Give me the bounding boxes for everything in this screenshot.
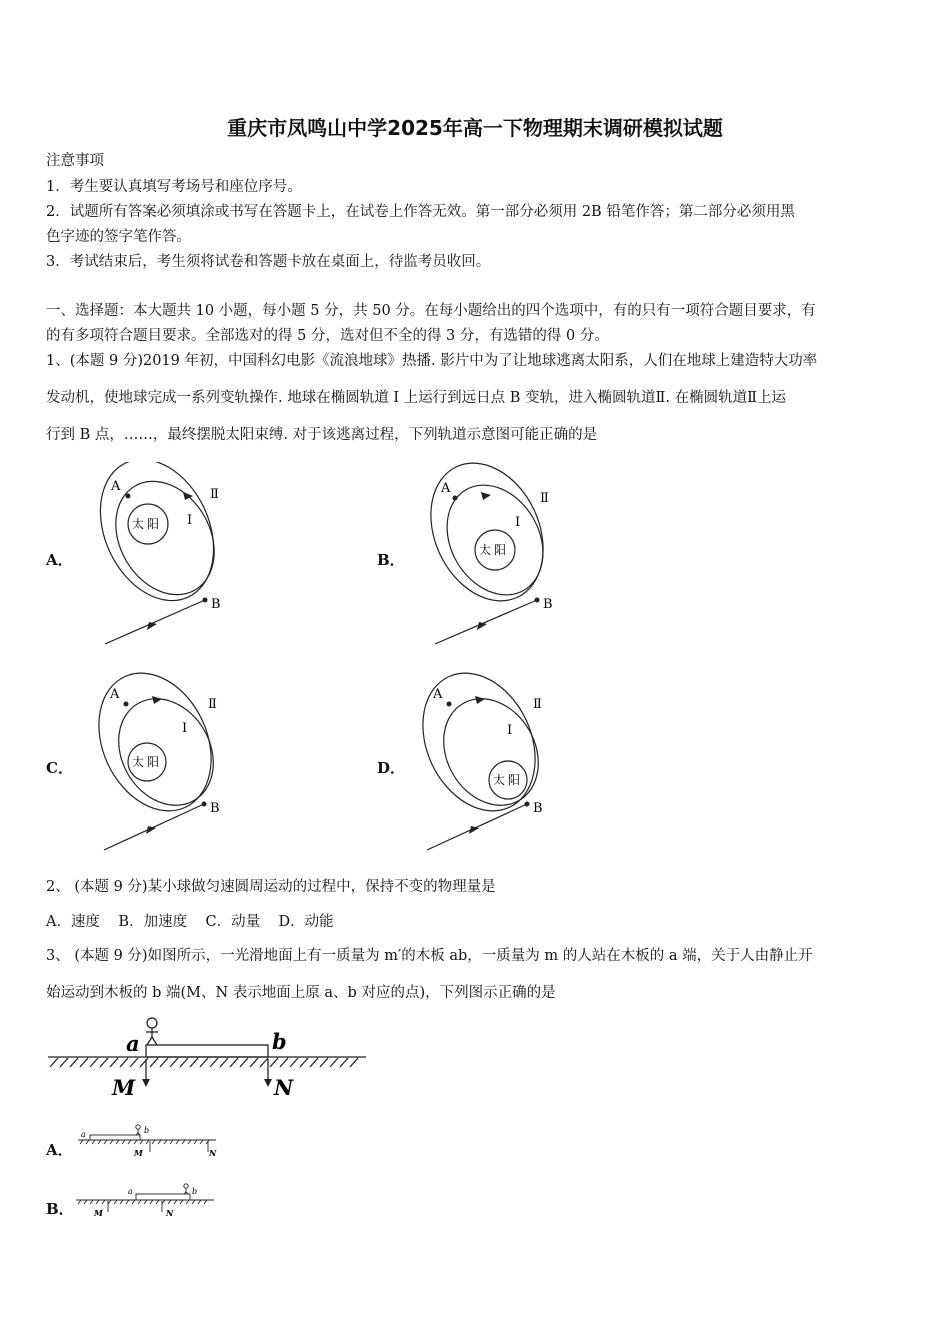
q3-option-b-diagram [74, 1180, 219, 1220]
section-instructions-line: 的有多项符合题目要求。全部选对的得 5 分，选对但不全的得 3 分，有选错的得 0 分。 [46, 328, 609, 344]
plank-ab [146, 1045, 268, 1057]
plank-ab [136, 1194, 190, 1200]
label-b: b [144, 1126, 150, 1135]
point-a [453, 496, 458, 501]
sun-label: 太 [132, 755, 145, 769]
sun-label: 太 [493, 773, 506, 787]
sun-label: 太 [479, 543, 492, 557]
q1-option-c-label: C． [46, 759, 73, 777]
ground-hatch [80, 1140, 209, 1144]
q1-option-c-diagram [92, 672, 232, 862]
arrow-head [475, 696, 485, 704]
label-a: A [111, 479, 121, 494]
plank-ab [90, 1135, 140, 1140]
label-n: N [209, 1148, 217, 1158]
label-orbit-ii: Ⅱ [533, 697, 542, 712]
escape-path [427, 804, 527, 850]
escape-path [105, 600, 205, 644]
label-a: a [126, 1031, 140, 1056]
label-b: B [211, 597, 221, 612]
label-a: A [110, 687, 120, 702]
question-1-text: 1、(本题 9 分)2019 年初，中国科幻电影《流浪地球》热播. 影片中为了让地球逃离太阳系，人们在地球上建造特大功率 [46, 353, 818, 369]
question-1-text: 发动机，使地球完成一系列变轨操作. 地球在椭圆轨道 I 上运行到远日点 B 变轨，进入椭圆轨道Ⅱ. 在椭圆轨道Ⅱ上运 [46, 390, 786, 406]
question-2-options: A．速度 B．加速度 C．动量 D．动能 [46, 914, 334, 930]
notice-item: 1．考生要认真填写考场号和座位序号。 [46, 179, 302, 195]
person-head [147, 1018, 157, 1028]
ground-hatch [50, 1058, 358, 1067]
label-b: B [210, 801, 220, 816]
point-b [535, 598, 540, 603]
section-instructions-line: 一、选择题：本大题共 10 小题，每小题 5 分，共 50 分。在每小题给出的四个选项中，有的只有一项符合题目要求，有 [46, 303, 816, 319]
label-orbit-ii: Ⅱ [210, 487, 219, 502]
arrow-head [264, 1079, 272, 1087]
label-a: A [441, 481, 451, 496]
arrow-head [481, 492, 491, 500]
q3-option-a-diagram [76, 1122, 221, 1162]
label-a: a [128, 1187, 133, 1196]
label-b: B [533, 801, 543, 816]
label-orbit-ii: Ⅱ [208, 697, 217, 712]
ground-hatch [78, 1200, 207, 1204]
arrow-head [152, 696, 162, 704]
label-n: N [166, 1208, 174, 1218]
notice-item: 色字迹的签字笔作答。 [46, 229, 191, 245]
q1-option-a-diagram [95, 462, 235, 652]
point-b [202, 802, 207, 807]
label-orbit-i: I [515, 515, 521, 530]
point-b [203, 598, 208, 603]
q3-main-diagram [46, 1015, 368, 1100]
q1-option-a-label: A． [46, 551, 73, 569]
label-a: a [81, 1130, 86, 1139]
point-b [525, 802, 530, 807]
arrow-head [147, 622, 157, 630]
label-m: M [112, 1075, 136, 1100]
question-2-text: 2、 (本题 9 分)某小球做匀速圆周运动的过程中，保持不变的物理量是 [46, 879, 496, 895]
q3-option-b-label: B． [46, 1200, 74, 1218]
escape-path [104, 804, 204, 850]
label-orbit-ii: Ⅱ [540, 491, 549, 506]
label-b: B [543, 597, 553, 612]
question-3-text: 3、 (本题 9 分)如图所示，一光滑地面上有一质量为 m′的木板 ab，一质量为 m 的人站在木板的 a 端，关于人由静止开 [46, 948, 813, 964]
sun-label: 太 [132, 517, 145, 531]
sun-label: 阳 [147, 755, 160, 769]
label-orbit-i: I [182, 721, 188, 736]
label-m: M [134, 1148, 143, 1158]
label-orbit-i: I [507, 723, 513, 738]
page-title: 重庆市凤鸣山中学2025年高一下物理期末调研模拟试题 [227, 116, 723, 140]
sun-label: 阳 [494, 543, 507, 557]
sun-label: 阳 [147, 517, 160, 531]
label-b: b [192, 1187, 198, 1196]
question-3-text: 始运动到木板的 b 端(M、N 表示地面上原 a、b 对应的点)，下列图示正确的是 [46, 985, 556, 1001]
label-n: N [274, 1075, 294, 1100]
q3-option-a-label: A． [46, 1141, 73, 1159]
notice-item: 2．试题所有答案必须填涂或书写在答题卡上，在试卷上作答无效。第一部分必须用 2B 铅笔作答；第二部分必须用黑 [46, 204, 795, 220]
label-a: A [433, 687, 443, 702]
q1-option-d-label: D． [377, 759, 406, 777]
q1-option-b-diagram [425, 462, 565, 652]
arrow-head [142, 1079, 150, 1087]
arrow-head [477, 622, 487, 630]
label-b: b [272, 1029, 287, 1054]
point-a [126, 494, 131, 499]
label-orbit-i: I [187, 513, 193, 528]
notice-item: 3．考试结束后，考生须将试卷和答题卡放在桌面上，待监考员收回。 [46, 254, 491, 270]
point-a [447, 702, 452, 707]
q1-option-d-diagram [415, 672, 555, 862]
sun-label: 阳 [508, 773, 521, 787]
label-m: M [94, 1208, 103, 1218]
escape-path [435, 600, 537, 644]
question-1-text: 行到 B 点，……，最终摆脱太阳束缚. 对于该逃离过程，下列轨道示意图可能正确的是 [46, 427, 598, 443]
notice-heading: 注意事项 [46, 153, 104, 169]
point-a [124, 702, 129, 707]
q1-option-b-label: B． [377, 551, 405, 569]
